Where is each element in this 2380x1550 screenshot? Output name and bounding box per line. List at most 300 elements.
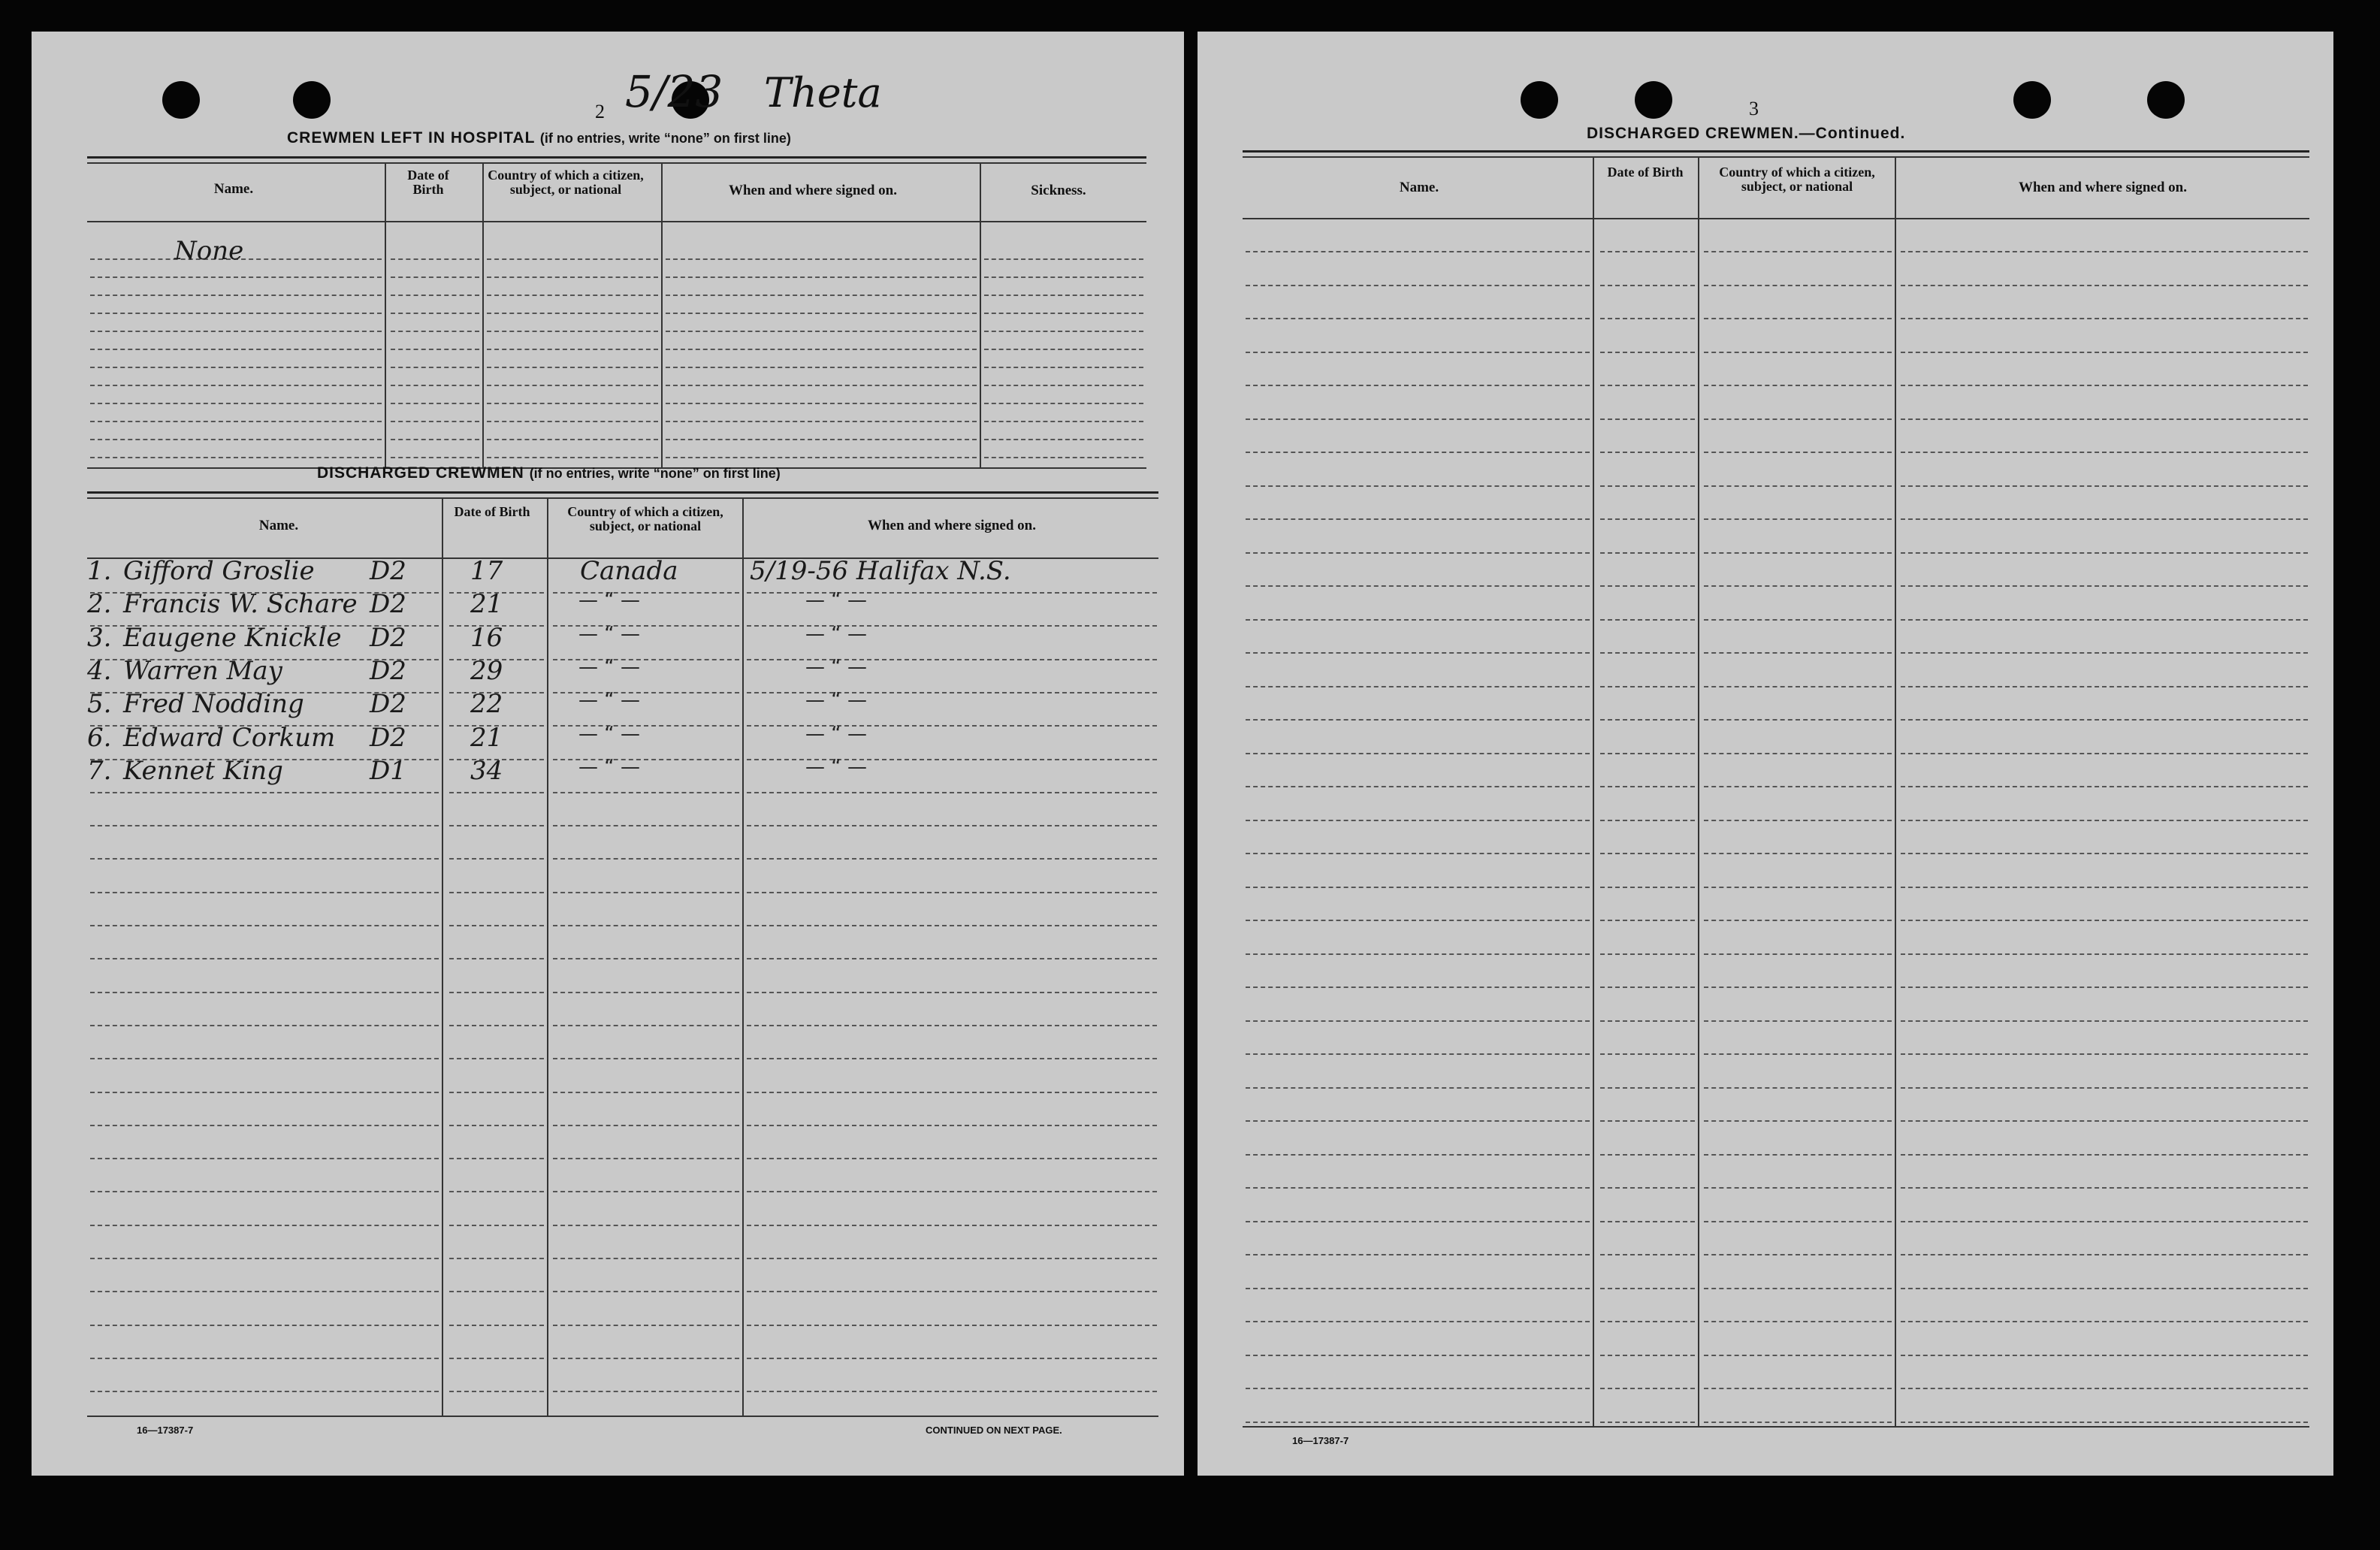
ruled-line (747, 1358, 1157, 1359)
ruled-line (391, 349, 479, 350)
ruled-line (1246, 1321, 1590, 1322)
ruled-line (1901, 820, 2308, 821)
entry-number: 7. (87, 755, 112, 786)
ruled-line (1600, 1154, 1695, 1156)
discharged-col-name: Name. (258, 518, 299, 533)
ruled-line (90, 1191, 439, 1192)
ruled-line (1704, 853, 1892, 854)
entry-mark: D2 (370, 556, 406, 586)
ruled-line (90, 1225, 439, 1226)
ruled-line (1246, 1053, 1590, 1055)
discharged-col-country: Country of which a citizen, subject, or national (567, 504, 723, 533)
ruled-line (1901, 753, 2308, 754)
ruled-line (1600, 719, 1695, 721)
ruled-line (1704, 418, 1892, 420)
ruled-line (553, 825, 739, 826)
handwritten-note-word: Theta (764, 69, 882, 116)
ruled-line (90, 295, 382, 296)
ruled-line (1600, 518, 1695, 520)
ruled-line (449, 925, 544, 926)
discharged-instruction: (if no entries, write “none” on first line) (529, 466, 781, 481)
ruled-line (487, 439, 658, 440)
hospital-col-signed: When and where signed on. (728, 183, 897, 198)
ruled-line (553, 1058, 739, 1059)
ruled-line (1246, 719, 1590, 721)
ruled-line (391, 331, 479, 332)
ruled-line (666, 331, 977, 332)
hospital-col-dob: Date of Birth (407, 168, 449, 197)
ruled-line (553, 1391, 739, 1392)
ruled-line (984, 403, 1143, 404)
punch-hole (293, 81, 331, 119)
ruled-line (1704, 786, 1892, 787)
ruled-line (90, 276, 382, 278)
ruled-line (984, 313, 1143, 314)
ruled-line (553, 858, 739, 860)
ruled-line (1901, 1288, 2308, 1289)
ruled-line (1246, 1020, 1590, 1022)
ruled-line (1901, 987, 2308, 988)
punch-hole (2147, 81, 2185, 119)
ruled-line (1901, 1355, 2308, 1356)
ruled-line (487, 367, 658, 368)
ruled-line (1600, 1321, 1695, 1322)
ruled-line (1901, 719, 2308, 721)
ruled-line (1901, 1254, 2308, 1255)
ruled-line (449, 825, 544, 826)
ruled-line (90, 457, 382, 458)
ruled-line (1600, 352, 1695, 353)
ruled-line (90, 313, 382, 314)
ruled-line (449, 1191, 544, 1192)
entry-country: Canada (580, 556, 678, 586)
ruled-line (1600, 1087, 1695, 1089)
ruled-line (1600, 1221, 1695, 1222)
ruled-line (747, 1092, 1157, 1093)
ruled-line (1600, 820, 1695, 821)
ruled-line (449, 958, 544, 959)
ruled-line (666, 313, 977, 314)
ruled-line (1901, 686, 2308, 687)
continued-col-country: Country of which a citizen, subject, or national (1719, 165, 1875, 194)
discharged-col-dob: Date of Birth (454, 504, 530, 519)
continued-col-signed: When and where signed on. (2018, 180, 2187, 195)
ruled-line (487, 276, 658, 278)
ruled-line (1600, 1254, 1695, 1255)
hospital-section-title (287, 129, 791, 147)
ruled-line (391, 421, 479, 422)
handwritten-note-number: 5/23 (625, 66, 723, 117)
ruled-line (747, 1225, 1157, 1226)
ruled-line (90, 439, 382, 440)
ruled-line (1246, 418, 1590, 420)
ruled-line (984, 331, 1143, 332)
ruled-line (1704, 719, 1892, 721)
ruled-line (449, 792, 544, 793)
ruled-line (1704, 318, 1892, 319)
entry-age: 34 (470, 755, 503, 786)
entry-age: 16 (470, 622, 503, 653)
ruled-line (1600, 251, 1695, 252)
ruled-line (449, 1291, 544, 1292)
ruled-line (984, 276, 1143, 278)
ruled-line (1600, 619, 1695, 621)
ruled-line (90, 1291, 439, 1292)
ruled-line (1600, 1053, 1695, 1055)
ruled-line (1246, 485, 1590, 487)
ruled-line (1901, 1221, 2308, 1222)
entry-number: 5. (87, 689, 112, 720)
ruled-line (1704, 953, 1892, 955)
ruled-line (984, 385, 1143, 386)
ruled-line (747, 1325, 1157, 1326)
ruled-line (747, 925, 1157, 926)
ruled-line (747, 1391, 1157, 1392)
ruled-line (90, 958, 439, 959)
ruled-line (747, 1125, 1157, 1126)
ruled-line (1246, 953, 1590, 955)
ruled-line (1704, 552, 1892, 554)
ruled-line (1600, 385, 1695, 386)
ruled-line (553, 1191, 739, 1192)
ruled-line (553, 792, 739, 793)
ruled-line (1901, 920, 2308, 921)
ruled-line (1901, 385, 2308, 386)
ruled-line (1901, 1187, 2308, 1189)
ruled-line (1246, 1154, 1590, 1156)
ruled-line (1704, 1355, 1892, 1356)
ruled-line (1901, 1087, 2308, 1089)
ruled-line (449, 1058, 544, 1059)
ruled-line (1901, 853, 2308, 854)
ruled-line (1600, 753, 1695, 754)
ruled-line (984, 421, 1143, 422)
ruled-line (90, 892, 439, 893)
ruled-line (391, 313, 479, 314)
ruled-line (1246, 1187, 1590, 1189)
ruled-line (1704, 1187, 1892, 1189)
ruled-line (449, 1225, 544, 1226)
form-number: 16—17387-7 (137, 1425, 194, 1436)
ruled-line (1246, 1355, 1590, 1356)
ruled-line (487, 331, 658, 332)
ruled-line (666, 457, 977, 458)
entry-signed-on: 5/19-56 Halifax N.S. (750, 556, 1011, 586)
ruled-line (666, 295, 977, 296)
ruled-line (391, 439, 479, 440)
ruled-line (449, 1391, 544, 1392)
ruled-line (1704, 1254, 1892, 1255)
ruled-line (90, 421, 382, 422)
continued-col-name: Name. (1399, 180, 1439, 195)
ruled-line (487, 295, 658, 296)
entry-name: Fred Nodding (123, 689, 304, 720)
entry-mark: D2 (370, 655, 406, 686)
entry-number: 1. (87, 556, 112, 586)
ruled-line (1901, 652, 2308, 654)
ruled-line (553, 1291, 739, 1292)
ruled-line (553, 925, 739, 926)
ruled-line (90, 385, 382, 386)
ruled-line (1600, 418, 1695, 420)
ruled-line (90, 825, 439, 826)
ruled-line (487, 349, 658, 350)
ruled-line (747, 1291, 1157, 1292)
entry-number: 3. (87, 622, 112, 653)
ruled-line (1246, 518, 1590, 520)
ruled-line (1246, 585, 1590, 587)
ruled-line (1600, 452, 1695, 453)
hospital-instruction: (if no entries, write “none” on first line) (539, 131, 791, 146)
ruled-line (553, 1025, 739, 1026)
ruled-line (747, 792, 1157, 793)
ruled-line (391, 295, 479, 296)
ruled-line (1246, 251, 1590, 252)
ruled-line (1246, 352, 1590, 353)
ruled-line (449, 1258, 544, 1259)
entry-name: Gifford Groslie (123, 556, 315, 586)
entry-name: Eaugene Knickle (123, 622, 342, 653)
entry-country: — “ — (578, 655, 640, 678)
ruled-line (391, 367, 479, 368)
ruled-line (487, 313, 658, 314)
ruled-line (391, 457, 479, 458)
ruled-line (553, 992, 739, 993)
ruled-line (1901, 1154, 2308, 1156)
ruled-line (1600, 920, 1695, 921)
continued-col-dob: Date of Birth (1607, 165, 1684, 180)
ruled-line (90, 1358, 439, 1359)
ruled-line (90, 367, 382, 368)
ruled-line (1246, 820, 1590, 821)
ruled-line (747, 892, 1157, 893)
hospital-col-name: Name. (213, 181, 254, 197)
ruled-line (666, 349, 977, 350)
ruled-line (1600, 1288, 1695, 1289)
hospital-title-text: CREWMEN LEFT IN HOSPITAL (287, 129, 536, 147)
ruled-line (90, 925, 439, 926)
ruled-line (487, 457, 658, 458)
entry-mark: D2 (370, 622, 406, 653)
ruled-line (1246, 753, 1590, 754)
form-number: 16—17387-7 (1292, 1435, 1349, 1446)
entry-country: — “ — (578, 722, 640, 745)
ruled-line (1246, 686, 1590, 687)
ruled-line (666, 439, 977, 440)
entry-signed-on: — “ — (805, 589, 867, 612)
page-number: 3 (1749, 98, 1759, 119)
ruled-line (1246, 619, 1590, 621)
ruled-line (1901, 518, 2308, 520)
entry-name: Edward Corkum (123, 722, 336, 753)
ruled-line (90, 1158, 439, 1159)
punch-hole (2013, 81, 2051, 119)
ruled-line (747, 825, 1157, 826)
ruled-line (1246, 552, 1590, 554)
ruled-line (1901, 1388, 2308, 1389)
ruled-line (1246, 1087, 1590, 1089)
discharged-section-title (317, 464, 781, 482)
ruled-line (90, 1092, 439, 1093)
ruled-line (1704, 753, 1892, 754)
entry-age: 22 (470, 689, 503, 720)
ruled-line (1246, 1288, 1590, 1289)
ruled-line (553, 892, 739, 893)
ruled-line (1600, 686, 1695, 687)
ruled-line (1246, 652, 1590, 654)
ruled-line (1901, 1120, 2308, 1122)
ruled-line (1246, 920, 1590, 921)
ruled-line (90, 331, 382, 332)
ruled-line (90, 1025, 439, 1026)
ruled-line (1600, 485, 1695, 487)
entry-age: 29 (470, 655, 503, 686)
entry-number: 6. (87, 722, 112, 753)
ruled-line (1246, 1120, 1590, 1122)
entry-mark: D2 (370, 722, 406, 753)
ruled-line (1600, 318, 1695, 319)
ruled-line (1901, 786, 2308, 787)
ruled-line (1246, 987, 1590, 988)
ruled-line (984, 258, 1143, 260)
ruled-line (1600, 1187, 1695, 1189)
ruled-line (1600, 552, 1695, 554)
entry-name: Warren May (123, 655, 282, 686)
entry-country: — “ — (578, 689, 640, 712)
ruled-line (1901, 1321, 2308, 1322)
continued-section-title: DISCHARGED CREWMEN.—Continued. (1587, 125, 1906, 142)
ruled-line (90, 792, 439, 793)
ruled-line (1901, 418, 2308, 420)
entry-number: 2. (87, 589, 112, 620)
ruled-line (1600, 1355, 1695, 1356)
ruled-line (1704, 452, 1892, 453)
ruled-line (747, 1025, 1157, 1026)
punch-hole (162, 81, 200, 119)
punch-hole (1521, 81, 1558, 119)
entry-name: Kennet King (123, 755, 283, 786)
ruled-line (553, 1092, 739, 1093)
ruled-line (747, 1058, 1157, 1059)
ruled-line (1600, 652, 1695, 654)
ruled-line (1600, 887, 1695, 888)
ruled-line (1704, 585, 1892, 587)
entry-age: 21 (470, 722, 503, 753)
ruled-line (1704, 1087, 1892, 1089)
ruled-line (1600, 987, 1695, 988)
ruled-line (1246, 318, 1590, 319)
ruled-line (1704, 385, 1892, 386)
ruled-line (1600, 585, 1695, 587)
punch-hole (1635, 81, 1672, 119)
entry-signed-on: — “ — (805, 655, 867, 678)
ruled-line (1704, 485, 1892, 487)
ruled-line (1600, 953, 1695, 955)
ruled-line (449, 1092, 544, 1093)
ruled-line (391, 403, 479, 404)
ruled-line (984, 367, 1143, 368)
ruled-line (90, 1058, 439, 1059)
ruled-line (1704, 1321, 1892, 1322)
ruled-line (1704, 619, 1892, 621)
ruled-line (1901, 1053, 2308, 1055)
ruled-line (449, 1025, 544, 1026)
ruled-line (1704, 251, 1892, 252)
ruled-line (1901, 251, 2308, 252)
ruled-line (1901, 1020, 2308, 1022)
ruled-line (1246, 452, 1590, 453)
ruled-line (747, 992, 1157, 993)
ruled-line (449, 1358, 544, 1359)
ruled-line (487, 258, 658, 260)
ruled-line (1901, 552, 2308, 554)
discharged-title-text: DISCHARGED CREWMEN (317, 464, 524, 482)
ruled-line (553, 958, 739, 959)
ruled-line (1704, 1120, 1892, 1122)
ruled-line (747, 1158, 1157, 1159)
ruled-line (1704, 1288, 1892, 1289)
ruled-line (449, 892, 544, 893)
entry-signed-on: — “ — (805, 722, 867, 745)
ruled-line (90, 1125, 439, 1126)
entry-country: — “ — (578, 755, 640, 778)
ruled-line (1600, 285, 1695, 286)
ruled-line (1704, 887, 1892, 888)
ruled-line (1901, 953, 2308, 955)
ruled-line (90, 1391, 439, 1392)
ruled-line (1704, 1154, 1892, 1156)
ruled-line (1704, 1388, 1892, 1389)
entry-age: 17 (470, 556, 503, 586)
ruled-line (666, 258, 977, 260)
ruled-line (90, 858, 439, 860)
ruled-line (90, 403, 382, 404)
ruled-line (1704, 1221, 1892, 1222)
ruled-line (984, 439, 1143, 440)
ruled-line (487, 403, 658, 404)
entry-mark: D1 (370, 755, 406, 786)
entry-country: — “ — (578, 622, 640, 645)
ruled-line (90, 992, 439, 993)
ruled-line (1704, 820, 1892, 821)
ruled-line (90, 349, 382, 350)
ruled-line (1704, 1053, 1892, 1055)
left-page (32, 32, 1184, 1476)
ruled-line (1704, 1422, 1892, 1423)
entry-signed-on: — “ — (805, 622, 867, 645)
entry-name: Francis W. Schare (123, 589, 358, 620)
ruled-line (1704, 987, 1892, 988)
ruled-line (1704, 518, 1892, 520)
ruled-line (1600, 853, 1695, 854)
ruled-line (1704, 1020, 1892, 1022)
ruled-line (666, 421, 977, 422)
ruled-line (1600, 1120, 1695, 1122)
ruled-line (1901, 619, 2308, 621)
ruled-line (1704, 285, 1892, 286)
ruled-line (1246, 1221, 1590, 1222)
right-page (1198, 32, 2333, 1476)
ruled-line (666, 403, 977, 404)
ruled-line (553, 1358, 739, 1359)
ruled-line (90, 1325, 439, 1326)
ruled-line (553, 1325, 739, 1326)
ruled-line (449, 1125, 544, 1126)
ruled-line (1901, 452, 2308, 453)
ruled-line (1704, 686, 1892, 687)
ruled-line (1600, 1422, 1695, 1423)
ruled-line (487, 421, 658, 422)
